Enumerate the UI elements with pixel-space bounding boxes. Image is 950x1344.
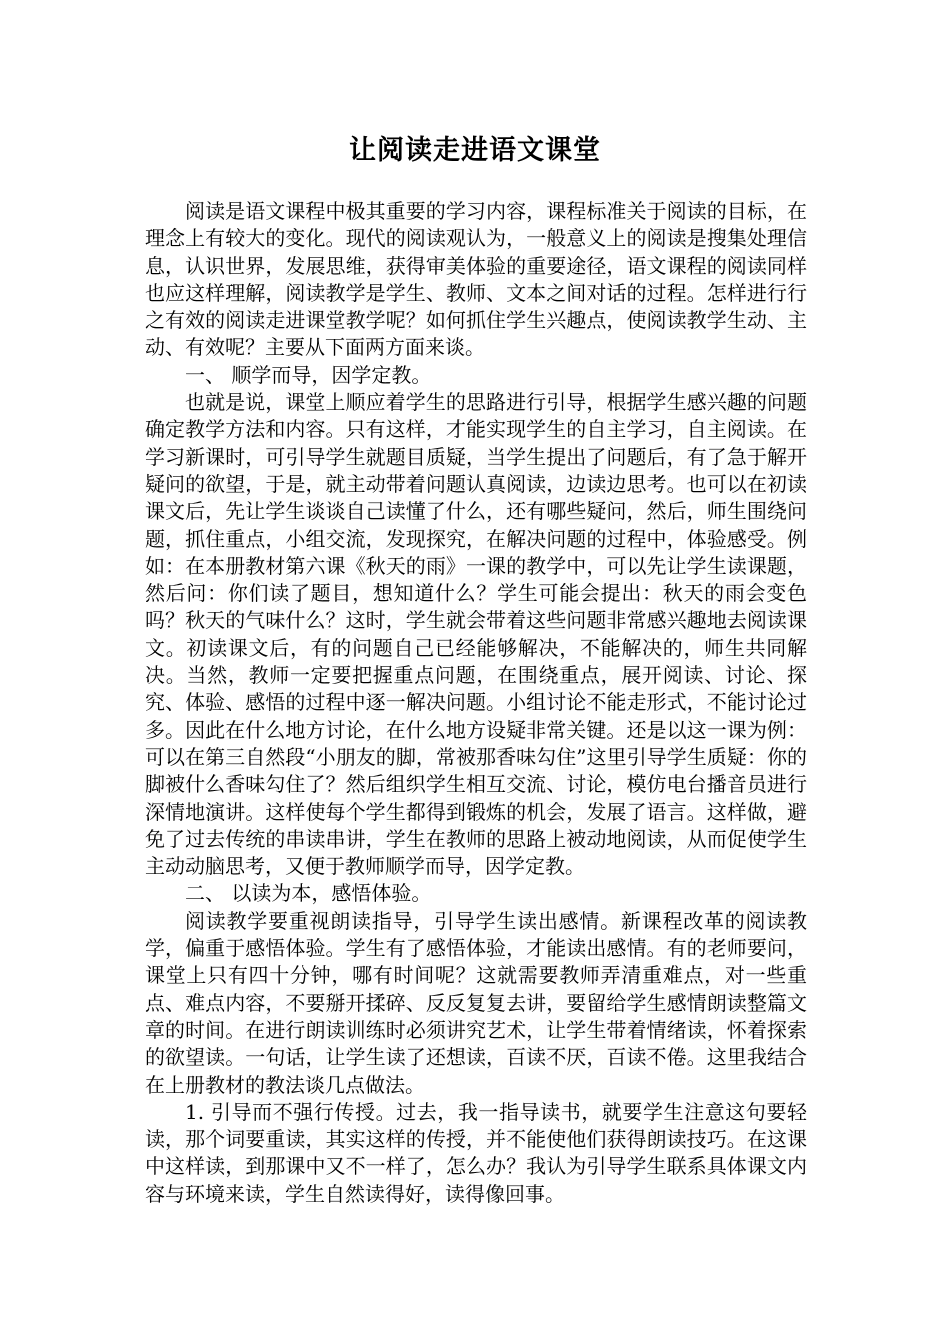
section-heading-2: 二、 以读为本，感悟体验。 bbox=[185, 881, 432, 906]
document-title: 让阅读走进语文课堂 bbox=[349, 135, 601, 166]
intro-paragraph: 阅读是语文课程中极其重要的学习内容，课程标准关于阅读的目标，在理念上有较大的变化。现代的阅读观认为，一般意义上的阅读是搜集处理信息，认识世界，发展思维，获得审美体验的重要途径，语文课程的阅读同样也应这样理解，阅读教学是学生、教师、文本之间对话的过程。怎样进行行之有效的阅读走进课堂教学呢？如何抓住学生兴趣点，使阅读教学生动、主动、有效呢？主要从下面两方面来谈。 bbox=[145, 199, 807, 360]
section-heading-1: 一、 顺学而导，因学定教。 bbox=[185, 362, 432, 387]
section-1-paragraph: 也就是说，课堂上顺应着学生的思路进行引导，根据学生感兴趣的问题确定教学方法和内容。只有这样，才能实现学生的自主学习，自主阅读。在学习新课时，可引导学生就题目质疑，当学生提出了问题后，有了急于解开疑问的欲望，于是，就主动带着问题认真阅读，边读边思考。也可以在初读课文后，先让学生谈谈自己读懂了什么，还有哪些疑问，然后，师生围绕问题，抓住重点，小组交流，发现探究，在解决问题的过程中，体验感受。例如：在本册教材第六课《秋天的雨》一课的教学中，可以先让学生读课题，然后问：你们读了题目，想知道什么？学生可能会提出：秋天的雨会变色吗？秋天的气味什么？这时，学生就会带着这些问题非常感兴趣地去阅读课文。初读课文后，有的问题自己已经能够解决，不能解决的，师生共同解决。当然，教师一定要把握重点问题，在围绕重点，展开阅读、讨论、探究、体验、感悟的过程中逐一解决问题。小组讨论不能走形式，不能讨论过多。因此在什么地方讨论，在什么地方设疑非常关键。还是以这一课为例：可以在第三自然段“小朋友的脚，常被那香味勾住”这里引导学生质疑：你的脚被什么香味勾住了？然后组织学生相互交流、讨论，模仿电台播音员进行深情地演讲。这样使每个学生都得到锻炼的机会，发展了语言。这样做，避免了过去传统的串读串讲，学生在教师的思路上被动地阅读，从而促使学生主动动脑思考，又便于教师顺学而导，因学定教。 bbox=[145, 390, 807, 879]
section-2-paragraph: 阅读教学要重视朗读指导，引导学生读出感情。新课程改革的阅读教学，偏重于感悟体验。学生有了感悟体验，才能读出感情。有的老师要问，课堂上只有四十分钟，哪有时间呢？这就需要教师弄清重难点，对一些重点、难点内容，不要掰开揉碎、反反复复去讲，要留给学生感情朗读整篇文章的时间。在进行朗读训练时必须讲究艺术，让学生带着情绪读，怀着探索的欲望读。一句话，让学生读了还想读，百读不厌，百读不倦。这里我结合在上册教材的教法谈几点做法。 bbox=[145, 908, 807, 1097]
numbered-point-1: 1. 引导而不强行传授。过去，我一指导读书，就要学生注意这句要轻读，那个词要重读，其实这样的传授，并不能使他们获得朗读技巧。在这课中这样读，到那课中又不一样了，怎么办？我认为引导学生联系具体课文内容与环境来读，学生自然读得好，读得像回事。 bbox=[145, 1099, 807, 1206]
document-body bbox=[145, 198, 807, 1208]
